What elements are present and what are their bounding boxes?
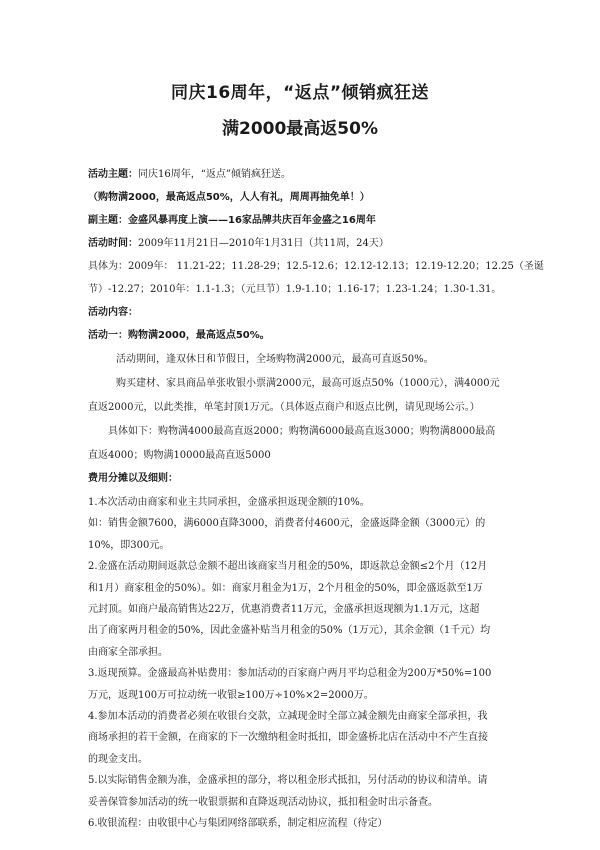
time-line (88, 237, 518, 251)
fees-line: 的现金支出。 (88, 753, 148, 765)
fees-line: 6.收银流程：由收银中心与集团网络部联系，制定相应流程（待定） (88, 818, 388, 829)
theme-text: 同庆16周年，“返点”倾销疯狂送。 (138, 169, 291, 180)
subtheme-line (88, 214, 518, 228)
theme-line (88, 168, 518, 182)
time-detail-2: 节）-12.27；2010年：1.1-1.3；（元旦节）1.9-1.10；1.16-17；1.23-1.24；1.30-1.31。 (88, 284, 502, 295)
fees-line: 1.本次活动由商家和业主共同承担，金盛承担返现金额的10%。 (88, 497, 370, 508)
content-paragraph-1: 活动期间，逢双休日和节假日，全场购物满2000元，最高可直返50%。 (116, 354, 434, 365)
fees-line: 由商家全部承担。 (88, 646, 168, 658)
fees-line: 和1月）商家租金的50%）。如：商家月租金为1万，2个月租金的50%，即金盛返款至1万 (88, 582, 483, 594)
theme-sub: （购物满2000，最高返点50%，人人有礼，周周再抽免单！） (88, 192, 370, 203)
time-text: 2009年11月21日—2010年1月31日（共11周，24天） (138, 238, 389, 249)
fees-line: 万元，返现100万可拉动统一收银≥100万÷10%×2=2000万。 (88, 689, 374, 701)
page-title: 同庆16周年，“返点”倾销疯狂送 (170, 83, 429, 103)
subtheme-label: 副主题： (88, 215, 128, 226)
time-label: 活动时间： (88, 238, 138, 249)
fees-heading: 费用分摊以及细则： (88, 473, 178, 484)
fees-line: 如：销售金额7600，满6000直降3000，消费者付4600元，金盛返降金额（3000元）的 (88, 518, 486, 530)
fees-line: 商场承担的若干金额，在商家的下一次缴纳租金时抵扣，即金盛桥北店在活动中不产生直接 (88, 732, 488, 744)
activity-one-title: 活动一：购物满2000，最高返点50%。 (88, 330, 270, 341)
content-paragraph-3-line-1: 具体如下：购物满4000最高直返2000；购物满6000最高直返3000；购物满8000最高 (108, 426, 496, 437)
fees-line: 元封顶。如商户最高销售达22万，优惠消费者11万元，金盛承担返现额为1.1万元，这超 (88, 604, 480, 615)
content-paragraph-2-line-2: 直返2000元，以此类推，单笔封顶1万元。（具体返点商户和返点比例，请见现场公示。） (88, 402, 480, 413)
fees-line: 2.金盛在活动期间返款总金额不超出该商家当月租金的50%，即返款总金额≤2个月（12月 (88, 561, 488, 573)
content-heading: 活动内容： (88, 307, 138, 318)
subtheme-text: 金盛风暴再度上演——16家品牌共庆百年金盛之16周年 (128, 215, 376, 226)
content-paragraph-2-line-1: 购买建材、家具商品单张收银小票满2000元，最高可返点50%（1000元），满4000元 (116, 378, 500, 389)
page-subtitle: 满2000最高返50% (221, 119, 378, 139)
fees-line: 5.以实际销售金额为准，金盛承担的部分，将以租金形式抵扣，另付活动的协议和清单。请 (88, 775, 488, 787)
fees-line: 3.返现预算。金盛最高补贴费用：参加活动的百家商户两月平均总租金为200万*50%=100 (88, 668, 492, 680)
content-paragraph-3-line-2: 直返4000；购物满10000最高直返5000 (88, 450, 271, 461)
fees-line: 妥善保管参加活动的统一收银票据和直降返现活动协议，抵扣租金时出示备查。 (88, 796, 438, 808)
fees-line: 出了商家两月租金的50%，因此金盛补贴当月租金的50%（1万元），其余金额（1千元）均 (88, 625, 491, 637)
time-detail-1: 具体为：2009年： 11.21-22；11.28-29；12.5-12.6；12.12-12.13；12.19-12.20；12.25（圣诞 (88, 261, 544, 272)
fees-line: 10%，即300元。 (88, 539, 170, 551)
fees-line: 4.参加本活动的消费者必须在收银台交款，立减现金时全部立减金额先由商家全部承担，我 (88, 711, 488, 722)
theme-label: 活动主题： (88, 169, 138, 180)
